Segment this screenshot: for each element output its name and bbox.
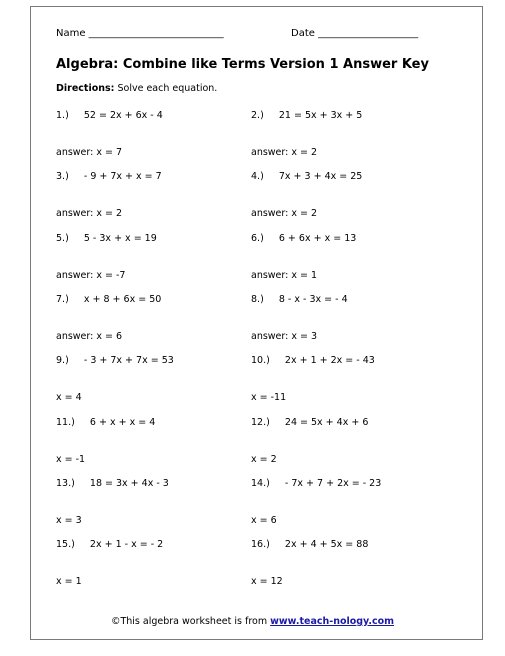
date-field: Date ____________________ (291, 28, 419, 39)
problem-16: 16.) 2x + 4 + 5x = 88 (251, 539, 369, 551)
answer-3: answer: x = 2 (56, 208, 123, 220)
problem-14: 14.) - 7x + 7 + 2x = - 23 (251, 477, 382, 489)
problem-12: 12.) 24 = 5x + 4x + 6 (251, 416, 369, 428)
problem-5: 5.) 5 - 3x + x = 19 (56, 232, 157, 244)
answer-8: answer: x = 3 (251, 330, 318, 342)
problem-1: 1.) 52 = 2x + 6x - 4 (56, 110, 163, 121)
directions (56, 83, 217, 94)
answer-11: x = -1 (56, 453, 86, 465)
problem-4: 4.) 7x + 3 + 4x = 25 (251, 171, 363, 183)
answer-6: answer: x = 1 (251, 269, 318, 281)
answer-7: answer: x = 6 (56, 330, 123, 342)
answer-2: answer: x = 2 (251, 147, 318, 158)
problem-3: 3.) - 9 + 7x + x = 7 (56, 171, 162, 183)
answer-10: x = -11 (251, 392, 287, 404)
directions-text: Solve each equation. (114, 83, 218, 94)
problem-6: 6.) 6 + 6x + x = 13 (251, 232, 357, 244)
problem-10: 10.) 2x + 1 + 2x = - 43 (251, 355, 375, 367)
answer-14: x = 6 (251, 514, 277, 526)
directions-label: Directions: (56, 83, 115, 94)
page-title: Algebra: Combine like Terms Version 1 Answer Key (56, 57, 429, 72)
problem-11: 11.) 6 + x + x = 4 (56, 416, 156, 428)
name-field: Name ___________________________ (56, 28, 224, 39)
footer-text: ©This algebra worksheet is from (110, 616, 271, 627)
footer (0, 616, 505, 627)
answer-4: answer: x = 2 (251, 208, 318, 220)
problem-8: 8.) 8 - x - 3x = - 4 (251, 293, 348, 305)
footer-link[interactable]: www.teach-nology.com (270, 616, 395, 627)
answer-15: x = 1 (56, 576, 82, 588)
problem-15: 15.) 2x + 1 - x = - 2 (56, 539, 164, 551)
problem-2: 2.) 21 = 5x + 3x + 5 (251, 110, 363, 121)
problem-13: 13.) 18 = 3x + 4x - 3 (56, 477, 169, 489)
answer-13: x = 3 (56, 514, 82, 526)
answer-5: answer: x = -7 (56, 269, 126, 281)
answer-16: x = 12 (251, 576, 283, 588)
problem-7: 7.) x + 8 + 6x = 50 (56, 293, 162, 305)
problem-9: 9.) - 3 + 7x + 7x = 53 (56, 355, 174, 367)
answer-1: answer: x = 7 (56, 147, 123, 158)
answer-12: x = 2 (251, 453, 277, 465)
answer-9: x = 4 (56, 392, 82, 404)
